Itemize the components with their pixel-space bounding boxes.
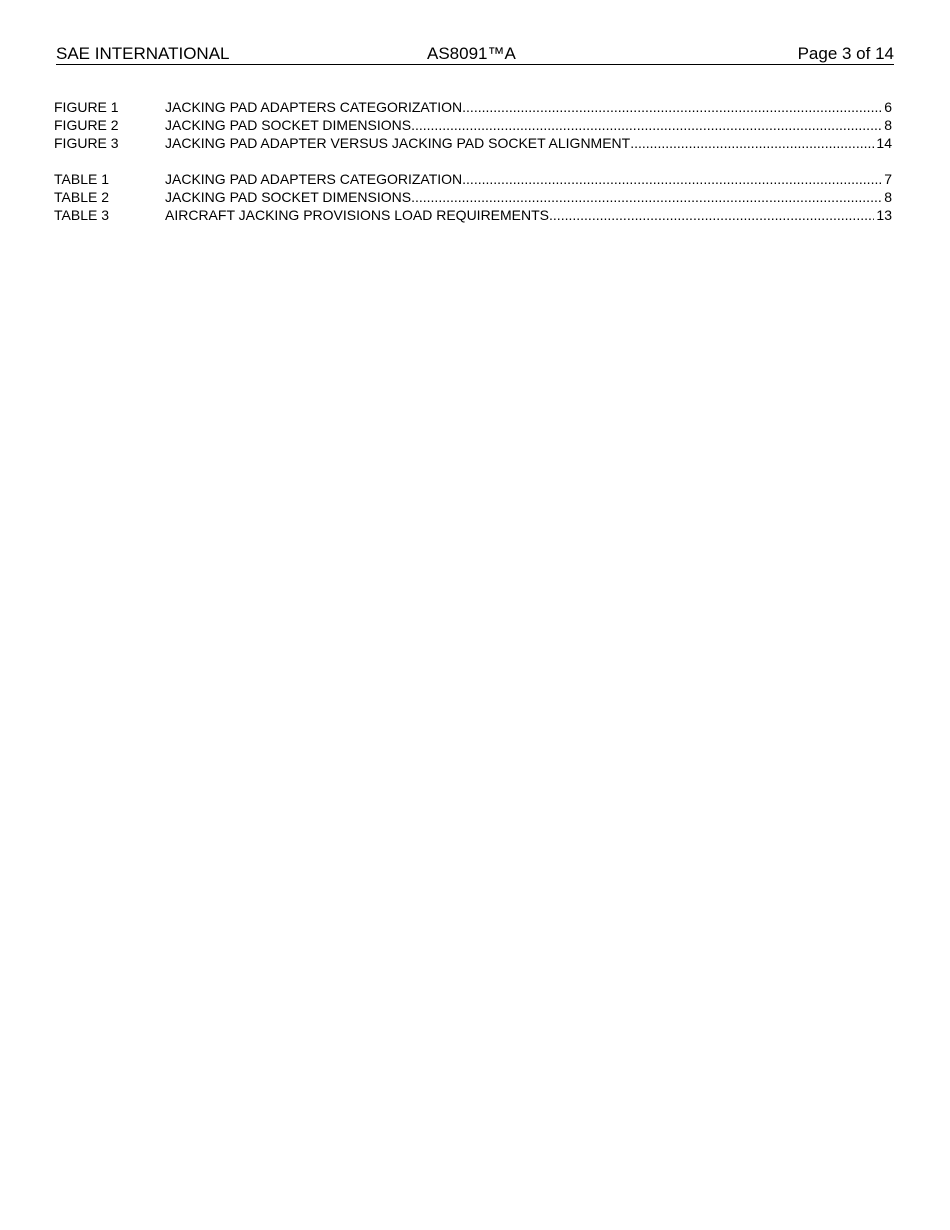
list-of-figures-and-tables: [54, 98, 892, 242]
figure-page: 14: [876, 135, 892, 151]
leader-dots: [462, 170, 882, 188]
figure-title: JACKING PAD SOCKET DIMENSIONS: [165, 117, 412, 133]
header-document-id: AS8091™A: [427, 44, 516, 63]
table-label: TABLE 2: [54, 189, 109, 205]
table-page: 8: [884, 189, 892, 205]
figures-list: [54, 98, 892, 152]
figure-title: JACKING PAD ADAPTER VERSUS JACKING PAD SOCKET ALIGNMENT: [165, 135, 631, 151]
figure-entry-3[interactable]: [54, 134, 892, 152]
tables-list: [54, 170, 892, 224]
figure-label: FIGURE 3: [54, 135, 119, 151]
figure-entry-2[interactable]: [54, 116, 892, 134]
table-title: AIRCRAFT JACKING PROVISIONS LOAD REQUIREMENTS: [165, 207, 550, 223]
figure-page: 6: [884, 99, 892, 115]
table-page: 13: [876, 207, 892, 223]
table-entry-1[interactable]: [54, 170, 892, 188]
table-entry-3[interactable]: [54, 206, 892, 224]
table-title: JACKING PAD SOCKET DIMENSIONS: [165, 189, 412, 205]
figure-label: FIGURE 1: [54, 99, 119, 115]
table-label: TABLE 1: [54, 171, 109, 187]
header-page-number: Page 3 of 14: [797, 44, 894, 63]
table-label: TABLE 3: [54, 207, 109, 223]
figure-entry-1[interactable]: [54, 98, 892, 116]
figure-page: 8: [884, 117, 892, 133]
leader-dots: [411, 188, 882, 206]
table-entry-2[interactable]: [54, 188, 892, 206]
table-title: JACKING PAD ADAPTERS CATEGORIZATION: [165, 171, 463, 187]
figure-title: JACKING PAD ADAPTERS CATEGORIZATION: [165, 99, 463, 115]
figure-label: FIGURE 2: [54, 117, 119, 133]
table-page: 7: [884, 171, 892, 187]
header-organization: SAE INTERNATIONAL: [56, 44, 230, 63]
leader-dots: [630, 134, 874, 152]
page-header: [56, 44, 894, 65]
leader-dots: [411, 116, 882, 134]
leader-dots: [462, 98, 882, 116]
leader-dots: [549, 206, 874, 224]
